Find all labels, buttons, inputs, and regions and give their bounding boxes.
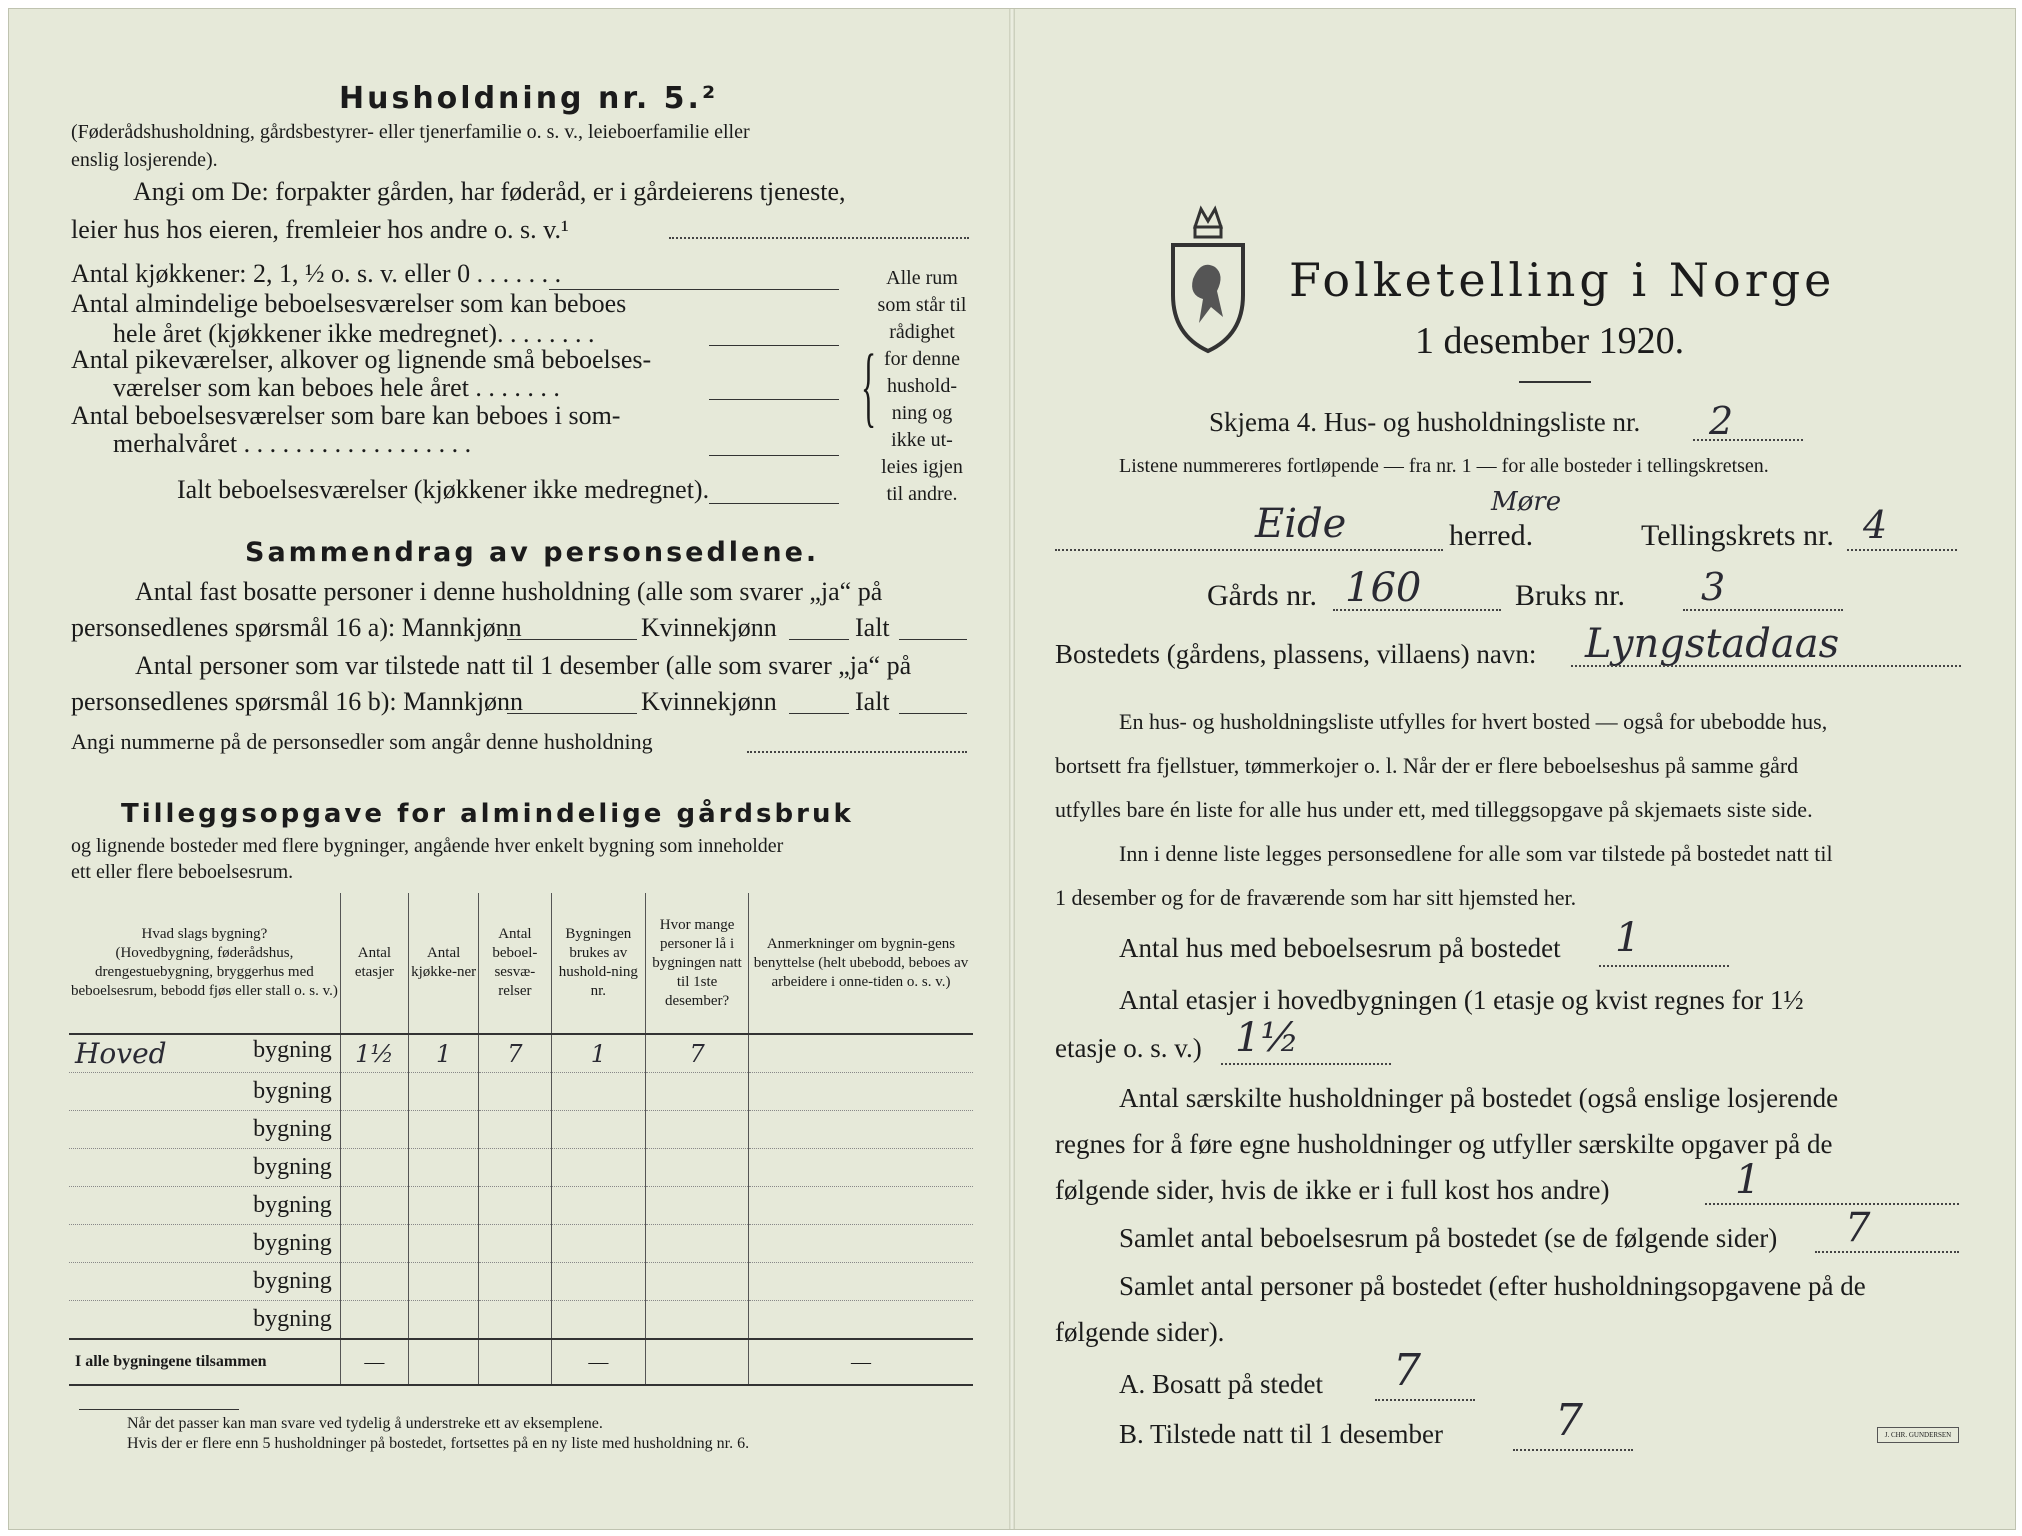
hushold-cell [551,1073,646,1111]
b-value: 7 [1555,1395,1583,1446]
footnote-line-2: Hvis der er flere enn 5 husholdninger på bostedet, fortsettes på en ny liste med husholdning nr. 6. [127,1435,750,1452]
personer-cell [646,1111,749,1149]
title-divider [1519,381,1591,383]
krets-value: 4 [1863,503,1888,547]
total-personer [646,1339,749,1385]
side-note-line: ning og [891,402,953,424]
total-rom [479,1339,551,1385]
kjokken-cell [409,1073,479,1111]
left-page [9,9,1009,1529]
hushold-cell [551,1301,646,1340]
nummerne-line: Angi nummerne på de personsedler som angår denne husholdning [71,729,653,754]
ialt-line: Ialt beboelsesværelser (kjøkkener ikke medregnet). [177,475,710,504]
rom-cell [479,1263,551,1301]
q-hush-value: 1 [1735,1157,1761,1203]
col-header-anmerkninger: Anmerkninger om bygnin-gens benyttelse (helt ubebodd, beboes av arbeidere i onne-tiden o. s. v.) [748,893,973,1034]
etasjer-cell [340,1225,408,1263]
q-etasjer-value: 1½ [1235,1015,1300,1061]
table-row [69,1111,973,1149]
rooms-line-1: Antal kjøkkener: 2, 1, ½ o. s. v. eller 0 . . . . . . . [71,259,562,288]
q-rum-label: Samlet antal beboelsesrum på bostedet (se de følgende sider) [1119,1223,1778,1253]
anmerkning-cell [748,1034,973,1073]
herred-fill [1055,549,1443,551]
building-type-cell: bygning [69,1111,340,1149]
hushold-cell [551,1149,646,1187]
total-hushold: — [551,1339,646,1385]
rom-cell [479,1301,551,1340]
col-header-personer: Hvor mange personer lå i bygningen natt til 1ste desember? [646,893,749,1034]
listene-line: Listene nummereres fortløpende — fra nr. 1 — for alle bosteder i tellingskretsen. [1119,455,1769,477]
etasjer-cell [340,1073,408,1111]
anmerkning-cell [748,1149,973,1187]
personer-cell [646,1225,749,1263]
anmerkning-cell [748,1111,973,1149]
right-page [1015,9,2015,1529]
hushold-cell [551,1263,646,1301]
q-etasjer-fill [1221,1063,1391,1065]
side-note-line: for denne [883,348,961,370]
rooms-line-2: Antal almindelige beboelsesværelser som kan beboes [71,289,627,318]
bruks-value: 3 [1701,565,1726,609]
rooms-fill-2 [709,345,839,346]
col-header-kjokken: Antal kjøkke-ner [409,893,479,1034]
sammendrag-line-4: personsedlenes spørsmål 16 b): Mannkjønn [71,687,524,716]
nummerne-fill [747,751,967,753]
footnote-line-1: Når det passer kan man svare ved tydelig å understreke ett av eksemplene. [127,1415,603,1432]
q-rum-value: 7 [1845,1205,1871,1251]
q-pers-line-1: Samlet antal personer på bostedet (efter husholdningsopgavene på de [1119,1271,1866,1301]
side-note-line: leies igjen [881,456,963,478]
brace-icon: { [861,337,877,436]
table-row [69,1263,973,1301]
q-hush-fill [1705,1203,1959,1205]
info-line-5: 1 desember og for de fraværende som har sitt hjemsted her. [1055,885,1577,910]
mann-fill-1 [507,639,637,640]
q-etasjer-line-1: Antal etasjer i hovedbygningen (1 etasje og kvist regnes for 1½ [1119,985,1804,1015]
herred-label: herred. [1449,519,1534,552]
sammendrag-title: Sammendrag av personsedlene. [245,537,820,568]
kjokken-cell [409,1111,479,1149]
a-label: A. Bosatt på stedet [1119,1369,1323,1399]
household-title: Husholdning nr. 5.² [339,81,719,116]
q-hush-line-2: regnes for å føre egne husholdninger og utfyller særskilte opgaver på de [1055,1129,1833,1159]
etasjer-cell [340,1111,408,1149]
b-fill [1513,1449,1633,1451]
side-note-line: rådighet [889,321,955,343]
bruks-fill [1683,609,1843,611]
anmerkning-cell [748,1263,973,1301]
hushold-cell [551,1187,646,1225]
b-label: B. Tilstede natt til 1 desember [1119,1419,1443,1449]
herred-value: Eide [1255,501,1347,547]
rom-cell [479,1187,551,1225]
rom-cell [479,1073,551,1111]
rom-cell [479,1225,551,1263]
rooms-line-6: Antal beboelsesværelser som bare kan beboes i som- [71,401,621,430]
gards-fill [1333,609,1501,611]
etasjer-cell [340,1149,408,1187]
scanned-census-form [8,8,2016,1530]
total-kjokken [409,1339,479,1385]
anmerkning-cell [748,1187,973,1225]
total-label: I alle bygningene tilsammen [69,1339,340,1385]
tillegg-line-2: ett eller flere beboelsesrum. [71,861,294,883]
printer-stamp: J. CHR. GUNDERSEN [1877,1427,1959,1443]
total-etasjer: — [340,1339,408,1385]
side-note-line: til andre. [886,483,958,505]
angi-line-1: Angi om De: forpakter gården, har føderåd, er i gårdeierens tjeneste, [133,177,846,206]
info-line-1: En hus- og husholdningsliste utfylles for hvert bosted — også for ubebodde hus, [1119,709,1828,734]
tillegg-line-1: og lignende bosteder med flere bygninger, angående hver enkelt bygning som inneholder [71,835,784,857]
col-header-etasjer: Antal etasjer [340,893,408,1034]
building-type-cell: bygning [69,1073,340,1111]
a-fill [1375,1399,1475,1401]
table-row [69,1301,973,1340]
hushold-cell [551,1111,646,1149]
side-note-line: ikke ut- [891,429,953,451]
bosted-fill [1571,665,1961,667]
building-type-cell: bygning [69,1301,340,1340]
building-type-cell: bygning [69,1187,340,1225]
etasjer-cell: 1½ [340,1034,408,1073]
rom-cell [479,1149,551,1187]
ialt-label-2: Ialt [855,687,890,716]
rooms-line-3: hele året (kjøkkener ikke medregnet). . . . . . . . [113,319,595,348]
building-label: bygning [253,1037,332,1063]
mann-fill-2 [507,713,637,714]
kjokken-cell [409,1263,479,1301]
col-header-rom: Antal beboel-sesvæ-relser [479,893,551,1034]
building-table [69,893,973,1386]
skjema-nr-value: 2 [1709,399,1734,443]
tillegg-title: Tilleggsopgave for almindelige gårdsbruk [121,799,854,829]
rooms-line-4: Antal pikeværelser, alkover og lignende små beboelses- [71,345,652,374]
side-note-line: hushold- [887,375,957,397]
sammendrag-line-2: personsedlenes spørsmål 16 a): Mannkjønn [71,613,522,642]
kvinne-fill-2 [789,713,849,714]
kvinne-label-1: Kvinnekjønn [641,613,777,642]
personer-cell: 7 [646,1034,749,1073]
side-note [867,265,977,508]
q-pers-line-2: følgende sider). [1055,1317,1225,1347]
census-date: 1 desember 1920. [1415,320,1685,362]
etasjer-cell [340,1187,408,1225]
q-hush-line-1: Antal særskilte husholdninger på bostedet (også enslige losjerende [1119,1083,1839,1113]
sammendrag-line-1: Antal fast bosatte personer i denne husholdning (alle som svarer „ja“ på [135,577,883,606]
anmerkning-cell [748,1225,973,1263]
side-note-line: som står til [877,294,967,316]
footnote-divider [79,1409,239,1410]
rooms-line-7: merhalvåret . . . . . . . . . . . . . . . . . . [113,429,472,458]
info-line-2: bortsett fra fjellstuer, tømmerkojer o. l. Når der er flere beboelseshus på samme gård [1055,753,1799,778]
intro-line-1: (Føderådshusholdning, gårdsbestyrer- eller tjenerfamilie o. s. v., leieboerfamilie eller [71,121,750,143]
kjokken-cell [409,1225,479,1263]
q-hus-value: 1 [1615,915,1641,961]
rooms-fill-3 [709,399,839,400]
rooms-fill-4 [709,455,839,456]
table-row [69,1149,973,1187]
gards-label: Gårds nr. [1207,579,1317,612]
table-row [69,1034,973,1073]
kvinne-label-2: Kvinnekjønn [641,687,777,716]
intro-line-2: enslig losjerende). [71,149,218,171]
personer-cell [646,1149,749,1187]
etasjer-cell [340,1301,408,1340]
gards-value: 160 [1345,565,1422,611]
angi-line-2: leier hus hos eieren, fremleier hos andre o. s. v.¹ [71,215,569,244]
table-row [69,1187,973,1225]
building-type-cell: bygning [69,1149,340,1187]
ialt-label-1: Ialt [855,613,890,642]
krets-label: Tellingskrets nr. [1641,519,1834,552]
herred-note: Møre [1491,487,1562,517]
skjema-line: Skjema 4. Hus- og husholdningsliste nr. [1209,407,1641,437]
rooms-line-5: værelser som kan beboes hele året . . . . . . . [113,373,560,402]
building-name: Hoved [75,1037,167,1070]
ialt-fill-1 [899,639,967,640]
etasjer-cell [340,1263,408,1301]
table-header-row [69,893,973,1034]
kvinne-fill-1 [789,639,849,640]
hushold-cell: 1 [551,1034,646,1073]
info-line-3: utfylles bare én liste for alle hus under ett, med tilleggsopgave på skjemaets siste side. [1055,797,1813,822]
personer-cell [646,1073,749,1111]
ialt-fill-2 [899,713,967,714]
kjokken-cell [409,1301,479,1340]
angi-fill-line [669,237,969,239]
anmerkning-cell [748,1073,973,1111]
info-line-4: Inn i denne liste legges personsedlene for alle som var tilstede på bostedet natt til [1119,841,1833,866]
table-row [69,1073,973,1111]
table-row [69,1225,973,1263]
krets-fill [1847,549,1957,551]
kjokken-cell [409,1187,479,1225]
skjema-nr-fill [1693,439,1803,441]
hushold-cell [551,1225,646,1263]
personer-cell [646,1263,749,1301]
rom-cell [479,1111,551,1149]
total-anmerkning: — [748,1339,973,1385]
q-hush-line-3: følgende sider, hvis de ikke er i full kost hos andre) [1055,1175,1610,1205]
building-type-cell: bygning [69,1263,340,1301]
census-title: Folketelling i Norge [1289,253,1836,307]
q-rum-fill [1815,1251,1959,1253]
q-etasjer-line-2: etasje o. s. v.) [1055,1033,1202,1063]
personer-cell [646,1187,749,1225]
bosted-value: Lyngstadaas [1585,621,1840,667]
sammendrag-line-3: Antal personer som var tilstede natt til 1 desember (alle som svarer „ja“ på [135,651,912,680]
coat-of-arms-icon [1165,199,1251,359]
bruks-label: Bruks nr. [1515,579,1626,612]
table-total-row [69,1339,973,1385]
q-hus-fill [1599,965,1729,967]
personer-cell [646,1301,749,1340]
a-value: 7 [1393,1345,1421,1396]
building-type-cell [69,1034,340,1073]
col-header-type: Hvad slags bygning? (Hovedbygning, føderådshus, drengestuebygning, bryggerhus med beboelsesrum, bebodd fjøs eller stall o. s. v.) [69,893,340,1034]
anmerkning-cell [748,1301,973,1340]
building-type-cell: bygning [69,1225,340,1263]
kjokken-cell: 1 [409,1034,479,1073]
bosted-label: Bostedets (gårdens, plassens, villaens) navn: [1055,639,1537,669]
side-note-line: Alle rum [886,267,958,289]
rom-cell: 7 [479,1034,551,1073]
col-header-hushold: Bygningen brukes av hushold-ning nr. [551,893,646,1034]
kjokken-cell [409,1149,479,1187]
ialt-fill [709,503,839,504]
q-hus-label: Antal hus med beboelsesrum på bostedet [1119,933,1561,963]
